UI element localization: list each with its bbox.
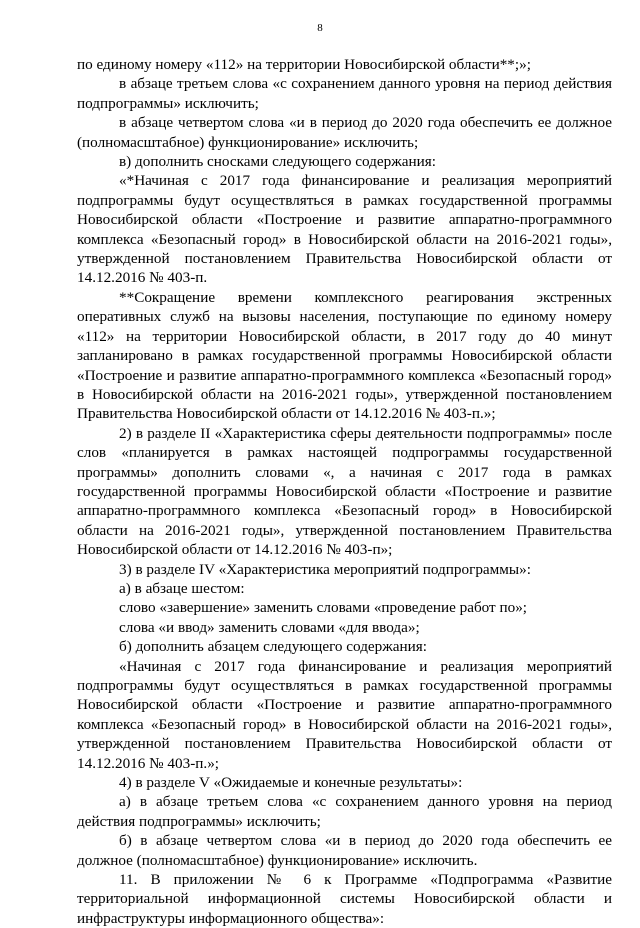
paragraph: а) в абзаце шестом: xyxy=(119,579,245,597)
paragraph: 3) в разделе IV «Характеристика мероприятий подпрограммы»: xyxy=(119,560,531,578)
paragraph: в) дополнить сносками следующего содержания: xyxy=(119,153,436,171)
paragraph: б) дополнить абзацем следующего содержания: xyxy=(119,638,427,656)
paragraph: а) в абзаце третьем слова «с сохранением данного уровня на период действия подпрограммы» исключить; xyxy=(77,793,612,830)
paragraph: в абзаце третьем слова «с сохранением данного уровня на период действия подпрограммы» исключить; xyxy=(77,75,612,112)
footnote-paragraph: **Сокращение времени комплексного реагирования экстренных оперативных служб на вызовы населения, поступающие по единому номеру «112» на территории Новосибирской области, в 2017 году до 40 минут запланировано в рамках государственной программы Новосибирской области «Построение и развитие аппаратно-программного комплекса «Безопасный город» в Новосибирской области на 2016-2021 годы», утвержденной постановлением Правительства Новосибирской области от 14.12.2016 № 403-п.»; xyxy=(77,288,612,423)
document-body xyxy=(77,55,612,928)
paragraph: б) в абзаце четвертом слова «и в период до 2020 года обеспечить ее должное (полномасштабное) функционирование» исключить. xyxy=(77,832,612,869)
paragraph: по единому номеру «112» на территории Новосибирской области**;»; xyxy=(77,56,531,73)
paragraph: 11. В приложении № 6 к Программе «Подпрограмма «Развитие территориальной информационной системы Новосибирской области и инфраструктуры информационного общества»: xyxy=(77,871,612,927)
paragraph: в абзаце четвертом слова «и в период до 2020 года обеспечить ее должное (полномасштабное) функционирование» исключить; xyxy=(77,114,612,151)
paragraph: «Начиная с 2017 года финансирование и реализация мероприятий подпрограммы будут осуществляться в рамках государственной программы Новосибирской области «Построение и развитие аппаратно-программного комплекса «Безопасный город» в Новосибирской области на 2016-2021 годы», утвержденной постановлением Правительства Новосибирской области от 14.12.2016 № 403-п.»; xyxy=(77,657,612,772)
paragraph: слова «и ввод» заменить словами «для ввода»; xyxy=(119,618,420,636)
footnote-paragraph: «*Начиная с 2017 года финансирование и реализация мероприятий подпрограммы будут осуществляться в рамках государственной программы Новосибирской области «Построение и развитие аппаратно-программного комплекса «Безопасный город» в Новосибирской области на 2016-2021 годы», утвержденной постановлением Правительства Новосибирской области от 14.12.2016 № 403-п. xyxy=(77,172,612,287)
paragraph: слово «завершение» заменить словами «проведение работ по»; xyxy=(119,599,528,617)
page-number: 8 xyxy=(317,22,323,34)
paragraph: 2) в разделе II «Характеристика сферы деятельности подпрограммы» после слов «планируется в рамках настоящей подпрограммы государственной программы» дополнить словами «, а начиная с 2017 года в рамках государственной программы Новосибирской области «Построение и развитие аппаратно-программного комплекса «Безопасный город» в Новосибирской области на 2016-2021 годы», утвержденной постановлением Правительства Новосибирской области от 14.12.2016 № 403-п»; xyxy=(77,424,612,559)
paragraph: 4) в разделе V «Ожидаемые и конечные результаты»: xyxy=(119,774,463,792)
